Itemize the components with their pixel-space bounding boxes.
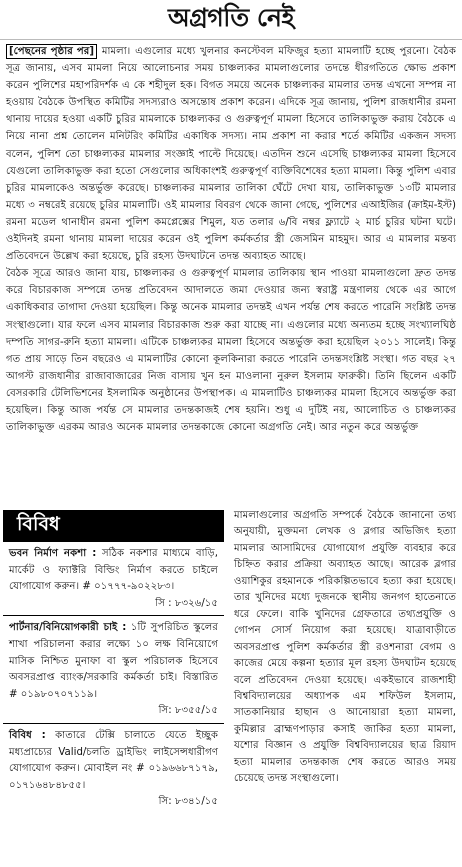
ad-text: সঠিক নকশার মাধ্যমে বাড়ি, মার্কেট ও ফ্যাক্টরি বিল্ডিং নির্মাণ করতে চাইলে যোগাযোগ করুন। # ০১৭৭৭-৯০২২৮৩। bbox=[9, 548, 218, 593]
classifieds-box bbox=[3, 510, 224, 864]
ad-title: ভবন নির্মাণ নকশা : bbox=[9, 548, 97, 559]
classified-ad-drivers-wanted bbox=[3, 724, 224, 814]
article-paragraph-1 bbox=[6, 43, 456, 265]
ad-reference: সি: ৮৩৫৫/১৫ bbox=[158, 705, 218, 717]
article-paragraph-2: বৈঠক সূত্রে আরও জানা যায়, চাঞ্চল্যকর ও গুরুত্বপূর্ণ মামলার তালিকায় স্থান পাওয়া মামলাগুলো দ্রুত তদন্ত করে বিচারকাজ সম্পন্নে তদন্ত প্রতিবেদন আদালতে জমা দেওয়ার জন্য স্বরাষ্ট্র মন্ত্রণালয় থেকে এর আগে একাধিকবার তাগাদা দেওয়া হয়েছিল। কিন্তু অনেক মামলার তদন্তই এখন পর্যন্ত শেষ করতে পারেনি সংশ্লিষ্ট তদন্ত সংস্থাগুলো। যার ফলে এসব মামলার বিচারকাজ শুরু করা যাচ্ছে না। এগুলোর মধ্যে অন্যতম হচ্ছে সংখ্যালঘিষ্ঠ দম্পতি সাগর-রুনি হত্যা মামলা। এটিকে চাঞ্চল্যকর মামলা হিসেবে অন্তর্ভুক্ত করা হয়েছিল ২০১১ সালেই। কিন্তু গত প্রায় সাড়ে তিন বছরেও এ মামলাটির কোনো কূলকিনারা করতে পারেনি তদন্তসংশ্লিষ্ট সংস্থা। গত বছর ২৭ আগস্ট রাজধানীর রাজাবাজারের নিজ বাসায় খুন হন মাওলানা নুরুল ইসলাম ফারুকী। তিনি ছিলেন একটি বেসরকারি টেলিভিশনের ইসলামিক অনুষ্ঠানের উপস্থাপক। এ মামলাটিও চাঞ্চল্যকর মামলা হিসেবে অন্তর্ভুক্ত করা হয়েছিল। কিন্তু আজ পর্যন্ত সে মামলার তদন্তকাজই শেষ হয়নি। শুধু এ দুটিই নয়, আলোচিত ও চাঞ্চল্যকর তালিকাভুক্ত এরকম আরও অনেক মামলার তদন্তকাজে কোনো অগ্রগতি নেই। আর নতুন করে অন্তর্ভুক্ত bbox=[6, 268, 456, 434]
classified-ad-partner-wanted bbox=[3, 616, 224, 724]
ad-reference: সি: ৮৩৪১/১৫ bbox=[158, 796, 218, 808]
ad-text: কাতারে টেক্সি চালাতে যেতে ইচ্ছুক মধ্যপ্রাচ্যের Valid/চলতি ড্রাইভিং লাইসেন্সধারীগণ যোগাযোগ করুন। মোবাইল নং # ০১৯৬৬৮৭১৭৯, ০১৭১৬৪৮৪৮৫৫। bbox=[9, 729, 218, 791]
article-body bbox=[6, 43, 456, 436]
ad-title: বিবিধ : bbox=[9, 729, 46, 741]
article-headline: অগ্রগতি নেই bbox=[0, 0, 462, 40]
article-continuation: মামলাগুলোর অগ্রগতি সম্পর্কে বৈঠকে জানানো তথ্য অনুযায়ী, মুক্তমনা লেখক ও ব্লগার অভিজিৎ হত্যা মামলার আসামিদের যোগাযোগ প্রযুক্তি ব্যবহার করে চিহ্নিত করার প্রক্রিয়া অব্যাহত আছে। আরেক ব্লগার ওয়াশিকুর রহমানকে পরিকল্পিতভাবে হত্যা করা হয়েছে। তার খুনিদের মধ্যে দুজনকে স্থানীয় জনগণ হাতেনাতে ধরে ফেলে। বাকি খুনিদের গ্রেফতারে তথ্যপ্রযুক্তি ও গোপন সোর্স নিয়োগ করা হয়েছে। যাত্রাবাড়ীতে অবসরপ্রাপ্ত পুলিশ কর্মকর্তার স্ত্রী রওশনারা বেগম ও কাজের মেয়ে কল্পনা হত্যার মূল রহস্য উদঘাটন হয়েছে বলে প্রতিবেদন দেওয়া হয়েছে। একইভাবে রাজশাহী বিশ্ববিদ্যালয়ের অধ্যাপক এম শফিউল ইসলাম, সাতকানিয়ার হাছান ও আনোয়ারা হত্যা মামলা, কুমিল্লার ব্রাহ্মণপাড়ার কসাই জাকির হত্যা মামলা, যশোর বিজ্ঞান ও প্রযুক্তি বিশ্ববিদ্যালয়ের ছাত্র রিয়াদ হত্যা মামলার তদন্তকাজ শেষ করতে আরও সময় চেয়েছে তদন্ত সংস্থাগুলো। bbox=[234, 510, 456, 785]
ad-reference: সি : ৮৩২৬/১৫ bbox=[155, 597, 218, 609]
classified-ad-building-design bbox=[3, 542, 224, 616]
ad-text: ১টি সুপরিচিত স্কুলের শাখা পরিচালনা করার লক্ষ্যে ১০ লক্ষ বিনিয়োগে মাসিক নিশ্চিত মুনাফা বা স্কুল পরিচালক হিসেবে অবসরপ্রাপ্ত ব্যাংক/সরকারি কর্মকর্তা চাই। বিস্তারিত # ০১৯৮০৭০৭১১৯। bbox=[9, 622, 219, 700]
jump-label: [পেছনের পৃষ্ঠার পর] bbox=[6, 44, 97, 59]
paragraph-text: মামলা। এগুলোর মধ্যে খুলনার কনস্টেবল মফিজুর হত্যা মামলাটি হচ্ছে পুরনো। বৈঠক সূত্র জানায়, এসব মামলা নিয়ে আলোচনার সময় চাঞ্চল্যকর মামলাগুলোর তদন্তে ধীরগতিতে ক্ষোভ প্রকাশ করেন পুলিশের মহাপরিদর্শক এ কে শহীদুল হক। বিগত সময়ে অনেক চাঞ্চল্যকর মামলার তদন্ত এখনো সম্পন্ন না হওয়ায় বৈঠকে উপস্থিত কমিটির সদস্যরাও অসন্তোষ প্রকাশ করেন। এদিকে সূত্র জানায়, পুলিশ রাজধানীর রমনা থানায় দায়ের হওয়া একটি চুরির মামলাকে চাঞ্চল্যকর ও গুরুত্বপূর্ণ মামলা হিসেবে তালিকাভুক্ত করায় বৈঠকে এ নিয়ে নানা প্রশ্ন তোলেন মনিটরিং কমিটির একাধিক সদস্য। নাম প্রকাশ না করার শর্তে কমিটির একজন সদস্য বলেন, পুলিশ তো চাঞ্চল্যকর মামলার সংজ্ঞাই পাল্টে দিয়েছে। এতদিন শুনে এসেছি চাঞ্চল্যকর মামলা হিসেবে যেগুলো তালিকাভুক্ত করা হতো সেগুলোর অধিকাংশই গুরুত্বপূর্ণ ব্যক্তিবিশেষের হত্যা মামলা। কিন্তু পুলিশ এবার চুরির মামলাকেও অন্তর্ভুক্ত করেছে। চাঞ্চল্যকর মামলার তালিকা ঘেঁটে দেখা যায়, তালিকাভুক্ত ১৩টি মামলার মধ্যে ৩ নম্বরেই রয়েছে চুরির মামলাটি। ওই মামলার বিবরণ থেকে জানা গেছে, পুলিশের এআইজির (ক্রাইম-ইস্ট) রমনা মডেল থানাধীন রমনা পুলিশ কমপ্লেক্সের শিমুল, যত তলার ৬/বি নম্বর ফ্ল্যাটে ২ মার্চ চুরির ঘটনা ঘটে। ওইদিনই রমনা থানায় মামলা দায়ের করেন ওই পুলিশ কর্মকর্তার স্ত্রী জেসমিন মাহমুদ। আর এ মামলার মন্তব্য প্রতিবেদনে উল্লেখ করা হয়েছে, চুরি রহস্য উদঘাটনে তদন্ত অব্যাহত আছে। bbox=[6, 46, 456, 263]
ad-title: পার্টনার/বিনিয়োগকারী চাই : bbox=[9, 622, 127, 634]
classifieds-header: বিবিধ bbox=[3, 510, 224, 542]
